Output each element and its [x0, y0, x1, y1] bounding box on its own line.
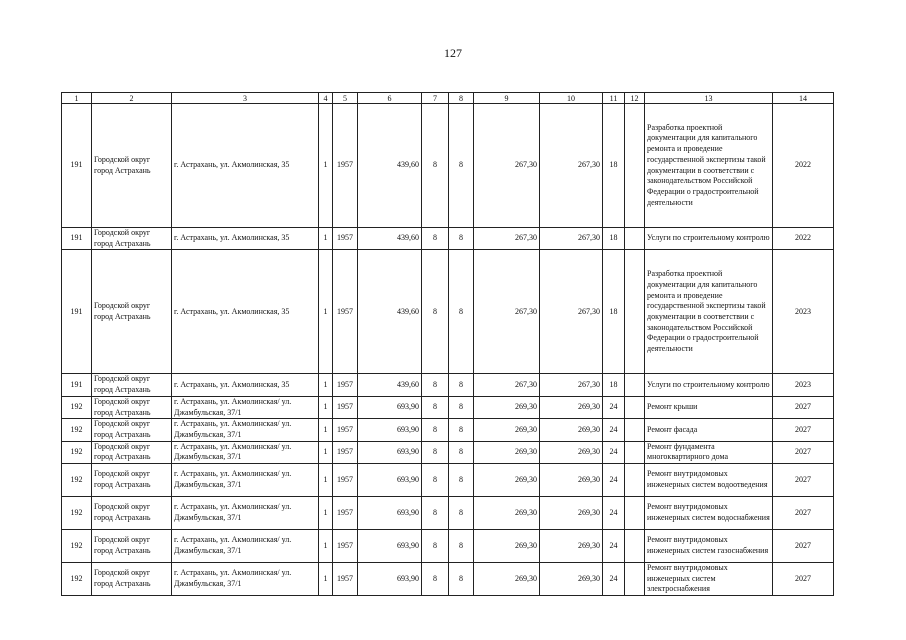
table-row — [62, 464, 834, 497]
cell-col-13: Разработка проектной документации для капитального ремонта и проведение государственной экспертизы такой документации в соответствии с законодательством Российской Федерации о градостроительной деятельности — [645, 250, 773, 374]
cell-col-1: 192 — [62, 563, 92, 596]
cell-col-1: 192 — [62, 441, 92, 463]
cell-col-2: Городской округ город Астрахань — [92, 228, 172, 250]
cell-col-13: Ремонт внутридомовых инженерных систем электроснабжения — [645, 563, 773, 596]
cell-col-4: 1 — [319, 530, 333, 563]
cell-col-13: Ремонт фундамента многоквартирного дома — [645, 441, 773, 463]
header-cell-9: 9 — [474, 93, 540, 104]
header-cell-14: 14 — [773, 93, 834, 104]
cell-col-3: г. Астрахань, ул. Акмолинская/ ул. Джамбульская, 37/1 — [172, 464, 319, 497]
cell-col-6: 693,90 — [358, 464, 422, 497]
cell-col-5: 1957 — [333, 530, 358, 563]
cell-col-11: 18 — [603, 104, 625, 228]
cell-col-1: 191 — [62, 374, 92, 396]
cell-col-5: 1957 — [333, 441, 358, 463]
cell-col-10: 267,30 — [540, 250, 603, 374]
cell-col-14: 2023 — [773, 374, 834, 396]
cell-col-3: г. Астрахань, ул. Акмолинская/ ул. Джамбульская, 37/1 — [172, 419, 319, 441]
cell-col-12 — [625, 530, 645, 563]
cell-col-3: г. Астрахань, ул. Акмолинская/ ул. Джамбульская, 37/1 — [172, 497, 319, 530]
cell-col-11: 24 — [603, 396, 625, 418]
cell-col-8: 8 — [449, 250, 474, 374]
cell-col-14: 2022 — [773, 104, 834, 228]
cell-col-5: 1957 — [333, 464, 358, 497]
cell-col-8: 8 — [449, 464, 474, 497]
cell-col-10: 269,30 — [540, 497, 603, 530]
cell-col-12 — [625, 441, 645, 463]
cell-col-14: 2027 — [773, 441, 834, 463]
cell-col-14: 2027 — [773, 396, 834, 418]
cell-col-7: 8 — [422, 441, 449, 463]
cell-col-12 — [625, 419, 645, 441]
cell-col-6: 439,60 — [358, 104, 422, 228]
cell-col-11: 24 — [603, 530, 625, 563]
cell-col-12 — [625, 228, 645, 250]
cell-col-5: 1957 — [333, 497, 358, 530]
cell-col-12 — [625, 396, 645, 418]
cell-col-13: Ремонт внутридомовых инженерных систем водоотведения — [645, 464, 773, 497]
cell-col-5: 1957 — [333, 104, 358, 228]
cell-col-3: г. Астрахань, ул. Акмолинская, 35 — [172, 374, 319, 396]
cell-col-1: 191 — [62, 104, 92, 228]
cell-col-10: 269,30 — [540, 464, 603, 497]
cell-col-6: 439,60 — [358, 250, 422, 374]
cell-col-7: 8 — [422, 228, 449, 250]
cell-col-5: 1957 — [333, 374, 358, 396]
cell-col-5: 1957 — [333, 228, 358, 250]
cell-col-2: Городской округ город Астрахань — [92, 497, 172, 530]
cell-col-8: 8 — [449, 497, 474, 530]
header-cell-11: 11 — [603, 93, 625, 104]
cell-col-2: Городской округ город Астрахань — [92, 374, 172, 396]
cell-col-9: 269,30 — [474, 530, 540, 563]
cell-col-9: 267,30 — [474, 104, 540, 228]
cell-col-11: 18 — [603, 250, 625, 374]
cell-col-9: 267,30 — [474, 374, 540, 396]
cell-col-2: Городской округ город Астрахань — [92, 250, 172, 374]
cell-col-1: 192 — [62, 497, 92, 530]
cell-col-7: 8 — [422, 374, 449, 396]
cell-col-7: 8 — [422, 497, 449, 530]
table-row — [62, 228, 834, 250]
cell-col-2: Городской округ город Астрахань — [92, 419, 172, 441]
cell-col-9: 269,30 — [474, 464, 540, 497]
header-cell-6: 6 — [358, 93, 422, 104]
cell-col-9: 269,30 — [474, 441, 540, 463]
cell-col-6: 693,90 — [358, 419, 422, 441]
header-row — [62, 93, 834, 104]
cell-col-13: Ремонт фасада — [645, 419, 773, 441]
cell-col-13: Услуги по строительному контролю — [645, 228, 773, 250]
header-cell-7: 7 — [422, 93, 449, 104]
cell-col-4: 1 — [319, 464, 333, 497]
table-row — [62, 104, 834, 228]
table-row — [62, 374, 834, 396]
cell-col-2: Городской округ город Астрахань — [92, 396, 172, 418]
cell-col-4: 1 — [319, 497, 333, 530]
cell-col-11: 24 — [603, 464, 625, 497]
cell-col-11: 24 — [603, 419, 625, 441]
cell-col-8: 8 — [449, 563, 474, 596]
cell-col-10: 269,30 — [540, 530, 603, 563]
cell-col-8: 8 — [449, 396, 474, 418]
cell-col-3: г. Астрахань, ул. Акмолинская/ ул. Джамбульская, 37/1 — [172, 396, 319, 418]
cell-col-5: 1957 — [333, 250, 358, 374]
cell-col-14: 2027 — [773, 497, 834, 530]
cell-col-8: 8 — [449, 419, 474, 441]
cell-col-14: 2023 — [773, 250, 834, 374]
cell-col-3: г. Астрахань, ул. Акмолинская/ ул. Джамбульская, 37/1 — [172, 441, 319, 463]
cell-col-7: 8 — [422, 396, 449, 418]
cell-col-9: 267,30 — [474, 250, 540, 374]
cell-col-6: 693,90 — [358, 563, 422, 596]
cell-col-3: г. Астрахань, ул. Акмолинская, 35 — [172, 250, 319, 374]
cell-col-1: 192 — [62, 419, 92, 441]
cell-col-2: Городской округ город Астрахань — [92, 563, 172, 596]
cell-col-2: Городской округ город Астрахань — [92, 104, 172, 228]
cell-col-2: Городской округ город Астрахань — [92, 441, 172, 463]
table-row — [62, 250, 834, 374]
cell-col-4: 1 — [319, 563, 333, 596]
cell-col-14: 2027 — [773, 464, 834, 497]
page-number: 127 — [444, 46, 462, 60]
cell-col-1: 192 — [62, 464, 92, 497]
table-body — [62, 93, 834, 596]
cell-col-14: 2027 — [773, 419, 834, 441]
cell-col-4: 1 — [319, 250, 333, 374]
header-cell-10: 10 — [540, 93, 603, 104]
cell-col-1: 192 — [62, 396, 92, 418]
cell-col-6: 439,60 — [358, 228, 422, 250]
cell-col-4: 1 — [319, 374, 333, 396]
cell-col-13: Ремонт крыши — [645, 396, 773, 418]
cell-col-12 — [625, 464, 645, 497]
cell-col-12 — [625, 374, 645, 396]
cell-col-6: 693,90 — [358, 497, 422, 530]
cell-col-7: 8 — [422, 563, 449, 596]
cell-col-11: 24 — [603, 497, 625, 530]
cell-col-14: 2027 — [773, 563, 834, 596]
cell-col-9: 269,30 — [474, 563, 540, 596]
cell-col-3: г. Астрахань, ул. Акмолинская, 35 — [172, 104, 319, 228]
cell-col-8: 8 — [449, 104, 474, 228]
cell-col-14: 2022 — [773, 228, 834, 250]
header-cell-12: 12 — [625, 93, 645, 104]
cell-col-5: 1957 — [333, 396, 358, 418]
cell-col-9: 269,30 — [474, 419, 540, 441]
cell-col-7: 8 — [422, 530, 449, 563]
cell-col-8: 8 — [449, 228, 474, 250]
cell-col-9: 269,30 — [474, 497, 540, 530]
cell-col-11: 18 — [603, 228, 625, 250]
cell-col-1: 191 — [62, 250, 92, 374]
cell-col-5: 1957 — [333, 563, 358, 596]
cell-col-4: 1 — [319, 396, 333, 418]
cell-col-10: 269,30 — [540, 441, 603, 463]
cell-col-1: 192 — [62, 530, 92, 563]
cell-col-13: Услуги по строительному контролю — [645, 374, 773, 396]
cell-col-4: 1 — [319, 104, 333, 228]
header-cell-3: 3 — [172, 93, 319, 104]
cell-col-10: 269,30 — [540, 563, 603, 596]
cell-col-2: Городской округ город Астрахань — [92, 464, 172, 497]
cell-col-12 — [625, 563, 645, 596]
header-cell-8: 8 — [449, 93, 474, 104]
cell-col-2: Городской округ город Астрахань — [92, 530, 172, 563]
cell-col-7: 8 — [422, 419, 449, 441]
cell-col-5: 1957 — [333, 419, 358, 441]
cell-col-3: г. Астрахань, ул. Акмолинская/ ул. Джамбульская, 37/1 — [172, 530, 319, 563]
cell-col-10: 267,30 — [540, 228, 603, 250]
table-row — [62, 419, 834, 441]
cell-col-12 — [625, 104, 645, 228]
cell-col-9: 267,30 — [474, 228, 540, 250]
cell-col-4: 1 — [319, 228, 333, 250]
cell-col-7: 8 — [422, 464, 449, 497]
cell-col-9: 269,30 — [474, 396, 540, 418]
cell-col-1: 191 — [62, 228, 92, 250]
cell-col-10: 269,30 — [540, 419, 603, 441]
header-cell-1: 1 — [62, 93, 92, 104]
cell-col-13: Ремонт внутридомовых инженерных систем водоснабжения — [645, 497, 773, 530]
cell-col-11: 24 — [603, 441, 625, 463]
cell-col-13: Ремонт внутридомовых инженерных систем газоснабжения — [645, 530, 773, 563]
cell-col-3: г. Астрахань, ул. Акмолинская/ ул. Джамбульская, 37/1 — [172, 563, 319, 596]
cell-col-6: 693,90 — [358, 441, 422, 463]
cell-col-7: 8 — [422, 104, 449, 228]
table-row — [62, 563, 834, 596]
cell-col-10: 267,30 — [540, 104, 603, 228]
header-cell-4: 4 — [319, 93, 333, 104]
cell-col-11: 24 — [603, 563, 625, 596]
header-cell-13: 13 — [645, 93, 773, 104]
cell-col-4: 1 — [319, 419, 333, 441]
cell-col-14: 2027 — [773, 530, 834, 563]
table-row — [62, 497, 834, 530]
table-row — [62, 396, 834, 418]
cell-col-11: 18 — [603, 374, 625, 396]
cell-col-6: 439,60 — [358, 374, 422, 396]
header-cell-2: 2 — [92, 93, 172, 104]
cell-col-8: 8 — [449, 530, 474, 563]
table-row — [62, 530, 834, 563]
cell-col-8: 8 — [449, 441, 474, 463]
cell-col-10: 267,30 — [540, 374, 603, 396]
header-cell-5: 5 — [333, 93, 358, 104]
cell-col-3: г. Астрахань, ул. Акмолинская, 35 — [172, 228, 319, 250]
cell-col-12 — [625, 250, 645, 374]
cell-col-7: 8 — [422, 250, 449, 374]
cell-col-12 — [625, 497, 645, 530]
cell-col-8: 8 — [449, 374, 474, 396]
cell-col-6: 693,90 — [358, 396, 422, 418]
cell-col-10: 269,30 — [540, 396, 603, 418]
table-row — [62, 441, 834, 463]
cell-col-13: Разработка проектной документации для капитального ремонта и проведение государственной экспертизы такой документации в соответствии с законодательством Российской Федерации о градостроительной деятельности — [645, 104, 773, 228]
cell-col-6: 693,90 — [358, 530, 422, 563]
register-table — [61, 92, 834, 596]
cell-col-4: 1 — [319, 441, 333, 463]
